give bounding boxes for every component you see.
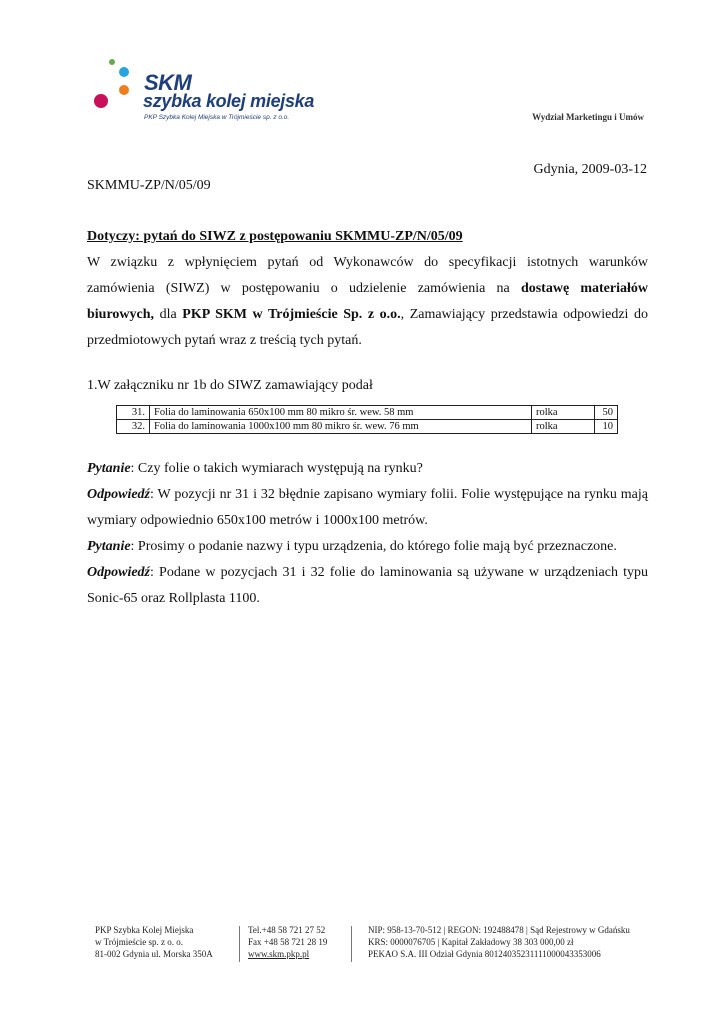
footer-divider <box>239 926 240 962</box>
question-1 <box>87 456 648 482</box>
item-heading: 1.W załączniku nr 1b do SIWZ zamawiający podał <box>87 378 373 393</box>
intro-text-2: dla <box>154 307 183 322</box>
footer-contact <box>248 924 327 960</box>
logo-dot-magenta <box>94 94 108 108</box>
answer-text: : W pozycji nr 31 i 32 błędnie zapisano wymiary folii. Folie występujące na rynku mają wymiary odpowiednio 650x100 metrów i 1000x100 metrów. <box>87 487 648 528</box>
question-text: : Prosimy o podanie nazwy i typu urządzenia, do którego folie mają być przeznaczone. <box>130 539 617 554</box>
footer-phone: Tel.+48 58 721 27 52 <box>248 925 326 935</box>
footer-bank: PEKAO S.A. III Odział Gdynia 80124035231111000043353006 <box>368 949 601 959</box>
intro-paragraph <box>87 250 648 354</box>
table-row <box>117 406 618 420</box>
skm-logo <box>90 56 360 126</box>
item-description: Folia do laminowania 1000x100 mm 80 mikro śr. wew. 76 mm <box>150 420 532 434</box>
item-description: Folia do laminowania 650x100 mm 80 mikro śr. wew. 58 mm <box>150 406 532 420</box>
question-label: Pytanie <box>87 461 131 476</box>
footer-website-link[interactable]: www.skm.pkp.pl <box>248 949 310 959</box>
footer-registration <box>368 924 630 960</box>
footer-company-address: 81-002 Gdynia ul. Morska 350A <box>95 949 213 959</box>
letter-subject: Dotyczy: pytań do SIWZ z postępowaniu SKMMU-ZP/N/05/09 <box>87 229 463 244</box>
reference-number: SKMMU-ZP/N/05/09 <box>87 178 211 193</box>
intro-text-3: , Zamawiający przedstawia odpowiedzi do przedmiotowych pytań wraz z treścią tych pytań. <box>87 307 648 348</box>
item-unit: rolka <box>532 420 595 434</box>
footer-nip-regon: NIP: 958-13-70-512 | REGON: 192488478 | Sąd Rejestrowy w Gdańsku <box>368 925 630 935</box>
answer-1 <box>87 482 648 534</box>
footer-company <box>95 924 213 960</box>
footer-company-location: w Trójmieście sp. z o. o. <box>95 937 184 947</box>
letter-date: Gdynia, 2009-03-12 <box>533 162 647 177</box>
item-quantity: 10 <box>595 420 618 434</box>
page-footer <box>95 924 655 964</box>
answer-text: : Podane w pozycjach 31 i 32 folie do laminowania są używane w urządzeniach typu Sonic-65 oraz Rollplasta 1100. <box>87 565 648 606</box>
department-name: Wydział Marketingu i Umów <box>532 112 644 122</box>
logo-dot-orange <box>119 85 129 95</box>
logo-subtitle: PKP Szybka Kolej Miejska w Trójmieście sp. z o.o. <box>144 114 290 121</box>
items-table <box>116 405 618 434</box>
item-number: 31. <box>117 406 150 420</box>
item-quantity: 50 <box>595 406 618 420</box>
answer-2 <box>87 560 648 612</box>
footer-krs: KRS: 0000076705 | Kapitał Zakładowy 38 303 000,00 zł <box>368 937 574 947</box>
table-row <box>117 420 618 434</box>
footer-fax: Fax +48 58 721 28 19 <box>248 937 328 947</box>
question-label: Pytanie <box>87 539 131 554</box>
answer-label: Odpowiedź <box>87 487 150 502</box>
questions-answers <box>87 456 648 612</box>
footer-divider <box>351 926 352 962</box>
question-text: : Czy folie o takich wymiarach występują na rynku? <box>130 461 423 476</box>
logo-dot-blue <box>119 67 129 77</box>
intro-text-1: W związku z wpłynięciem pytań od Wykonawców do specyfikacji istotnych warunków zamówienia (SIWZ) w postępowaniu o udzielenie zamówienia na <box>87 255 648 296</box>
logo-name: szybka kolej miejska <box>143 91 315 111</box>
item-number: 32. <box>117 420 150 434</box>
item-unit: rolka <box>532 406 595 420</box>
answer-label: Odpowiedź <box>87 565 150 580</box>
logo-abbrev: SKM <box>144 70 192 95</box>
intro-bold-2: PKP SKM w Trójmieście Sp. z o.o. <box>182 307 401 322</box>
question-2 <box>87 534 648 560</box>
footer-company-name: PKP Szybka Kolej Miejska <box>95 925 194 935</box>
logo-dot-green <box>109 59 115 65</box>
intro-bold-1: dostawę materiałów biurowych, <box>87 281 648 322</box>
